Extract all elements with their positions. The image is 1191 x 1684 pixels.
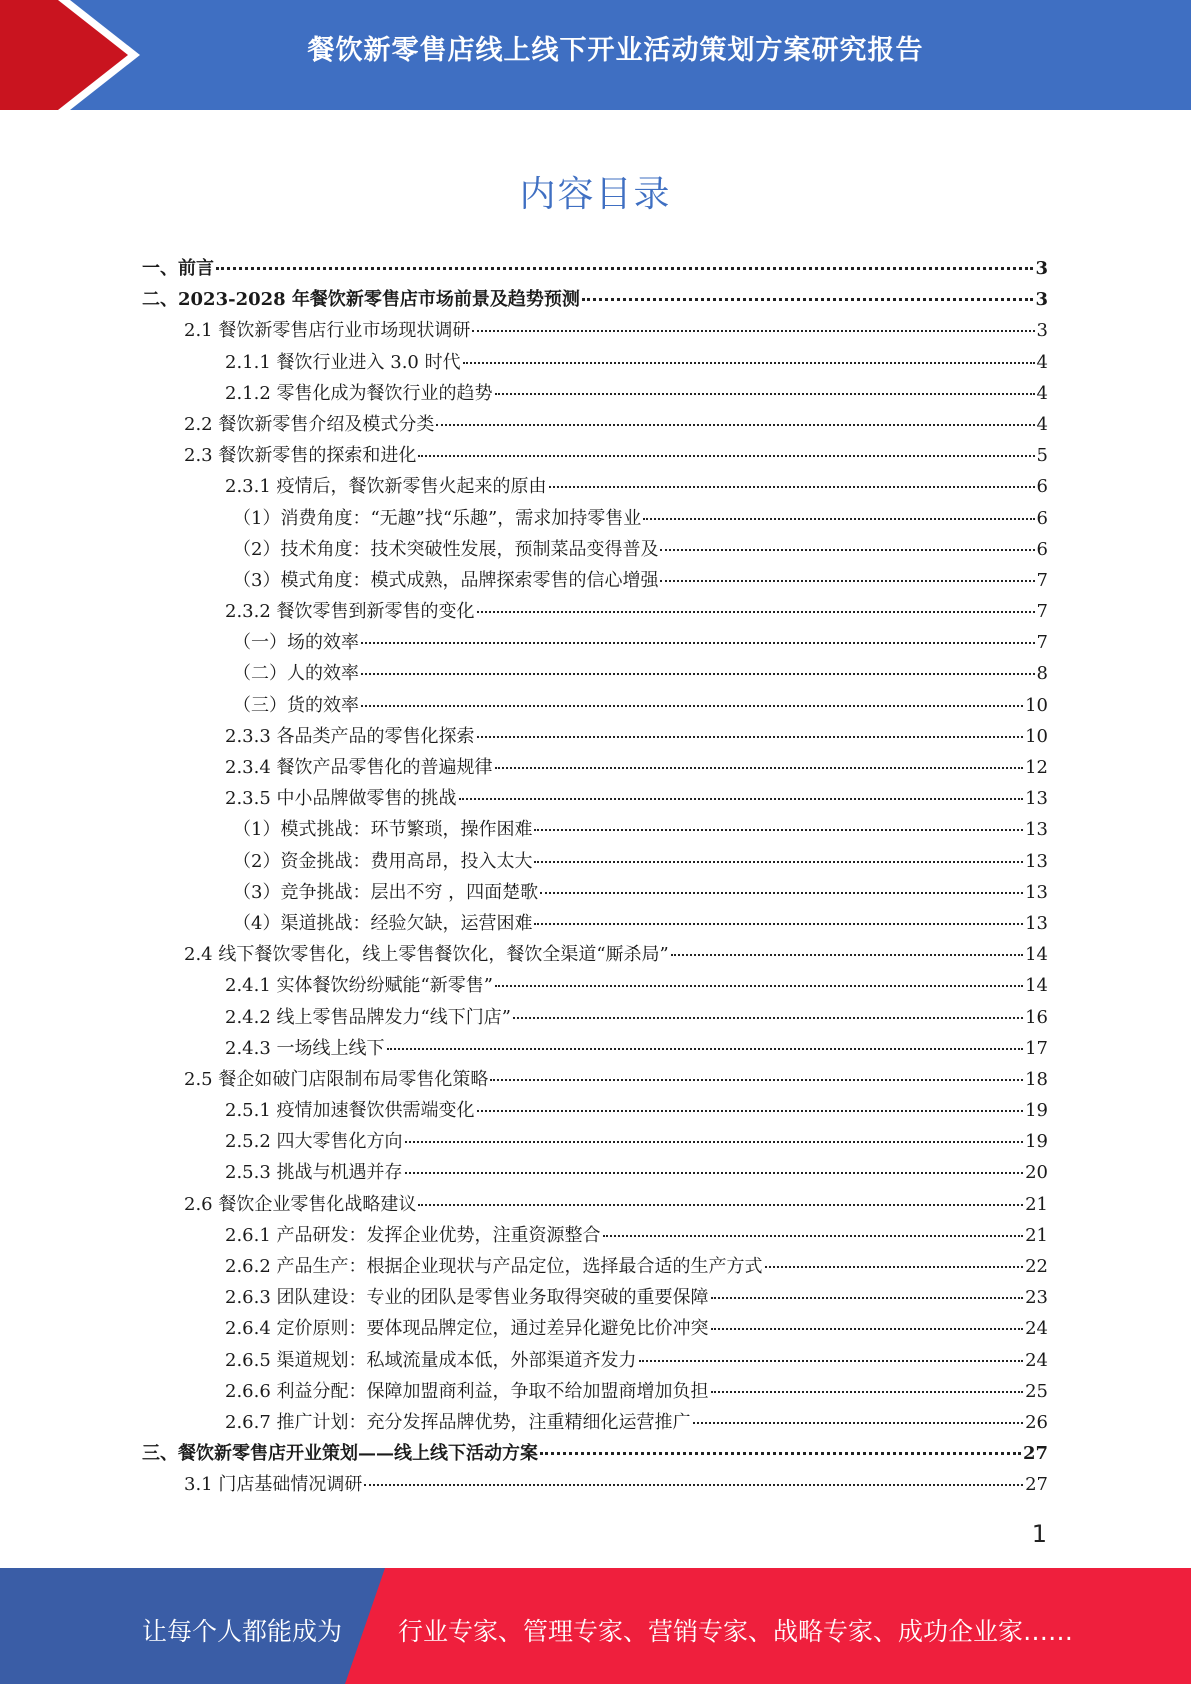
toc-entry-page: 7 xyxy=(1036,632,1048,654)
toc-entry[interactable] xyxy=(142,1377,1048,1408)
toc-dot-leader xyxy=(361,705,1023,707)
toc-entry-title: 2.6.1 产品研发：发挥企业优势，注重资源整合 xyxy=(225,1224,601,1246)
toc-entry[interactable] xyxy=(142,1252,1048,1283)
toc-entry-page: 23 xyxy=(1025,1287,1048,1309)
toc-entry-page: 13 xyxy=(1025,912,1048,934)
toc-dot-leader xyxy=(477,611,1035,613)
toc-entry-title: 一、前言 xyxy=(142,258,214,279)
toc-dot-leader xyxy=(603,1235,1024,1237)
toc-entry[interactable] xyxy=(142,1221,1048,1252)
toc-dot-leader xyxy=(513,1017,1023,1019)
toc-dot-leader xyxy=(495,767,1024,769)
toc-entry[interactable] xyxy=(142,1439,1048,1470)
toc-entry-title: 2.1.1 餐饮行业进入 3.0 时代 xyxy=(225,351,461,373)
toc-dot-leader xyxy=(660,580,1034,582)
toc-dot-leader xyxy=(361,673,1035,675)
toc-entry[interactable] xyxy=(142,878,1048,909)
toc-entry[interactable] xyxy=(142,348,1048,379)
toc-entry[interactable] xyxy=(142,1190,1048,1221)
toc-entry[interactable] xyxy=(142,753,1048,784)
toc-entry-title: 2.6.4 定价原则：要体现品牌定位，通过差异化避免比价冲突 xyxy=(225,1318,709,1340)
toc-entry[interactable] xyxy=(142,1158,1048,1189)
toc-entry-page: 7 xyxy=(1036,569,1048,591)
toc-entry[interactable] xyxy=(142,597,1048,628)
toc-dot-leader xyxy=(540,1452,1021,1455)
toc-entry-page: 13 xyxy=(1025,881,1048,903)
toc-entry-page: 6 xyxy=(1036,476,1048,498)
toc-entry[interactable] xyxy=(142,254,1048,285)
toc-dot-leader xyxy=(639,1360,1024,1362)
toc-entry-page: 27 xyxy=(1025,1474,1048,1496)
toc-entry-page: 14 xyxy=(1025,975,1048,997)
toc-entry-title: 2.3.3 各品类产品的零售化探索 xyxy=(225,725,475,747)
toc-dot-leader xyxy=(364,1484,1023,1486)
toc-dot-leader xyxy=(216,267,1033,270)
toc-entry[interactable] xyxy=(142,1127,1048,1158)
toc-entry-title: 2.4.3 一场线上线下 xyxy=(225,1037,385,1059)
toc-entry-title: （二）人的效率 xyxy=(233,663,359,685)
toc-entry[interactable] xyxy=(142,1408,1048,1439)
toc-entry[interactable] xyxy=(142,1065,1048,1096)
toc-entry-title: 2.6.5 渠道规划：私域流量成本低，外部渠道齐发力 xyxy=(225,1349,637,1371)
table-of-contents xyxy=(142,254,1048,1502)
toc-entry-title: 2.3.4 餐饮产品零售化的普遍规律 xyxy=(225,757,493,778)
toc-entry-page: 4 xyxy=(1036,413,1048,435)
toc-dot-leader xyxy=(711,1391,1024,1393)
toc-entry-page: 21 xyxy=(1025,1193,1048,1215)
toc-entry[interactable] xyxy=(142,971,1048,1002)
toc-entry-title: 2.3 餐饮新零售的探索和进化 xyxy=(184,445,417,467)
toc-dot-leader xyxy=(765,1266,1024,1268)
toc-entry-title: 2.4.1 实体餐饮纷纷赋能“新零售” xyxy=(225,975,493,997)
toc-dot-leader xyxy=(459,798,1024,800)
toc-entry-title: 2.3.5 中小品牌做零售的挑战 xyxy=(225,788,457,810)
toc-entry[interactable] xyxy=(142,1034,1048,1065)
toc-entry[interactable] xyxy=(142,784,1048,815)
toc-entry-title: （3）模式角度：模式成熟，品牌探索零售的信心增强 xyxy=(233,569,659,591)
toc-entry[interactable] xyxy=(142,316,1048,347)
toc-entry[interactable] xyxy=(142,1283,1048,1314)
toc-dot-leader xyxy=(490,1079,1023,1081)
toc-entry-page: 26 xyxy=(1025,1411,1048,1433)
toc-dot-leader xyxy=(477,1110,1024,1112)
toc-entry[interactable] xyxy=(142,1096,1048,1127)
toc-entry[interactable] xyxy=(142,285,1048,316)
toc-entry-page: 3 xyxy=(1035,289,1048,311)
toc-entry[interactable] xyxy=(142,722,1048,753)
toc-entry-page: 8 xyxy=(1036,663,1048,685)
toc-entry-title: 2.5.3 挑战与机遇并存 xyxy=(225,1162,403,1184)
toc-dot-leader xyxy=(660,549,1034,551)
toc-entry-page: 20 xyxy=(1025,1162,1048,1184)
toc-entry-title: 三、餐饮新零售店开业策划——线上线下活动方案 xyxy=(142,1443,538,1465)
footer-slogan-left: 让每个人都能成为 xyxy=(142,1617,343,1646)
toc-entry[interactable] xyxy=(142,379,1048,410)
toc-entry-title: 2.6.6 利益分配：保障加盟商利益，争取不给加盟商增加负担 xyxy=(225,1380,709,1402)
toc-entry-page: 19 xyxy=(1025,1100,1048,1122)
toc-dot-leader xyxy=(463,362,1035,364)
toc-entry-title: 二、2023-2028 年餐饮新零售店市场前景及趋势预测 xyxy=(142,289,580,311)
toc-entry-page: 13 xyxy=(1025,788,1048,810)
toc-entry-page: 24 xyxy=(1025,1349,1048,1371)
toc-entry-title: 2.2 餐饮新零售介绍及模式分类 xyxy=(184,413,435,435)
toc-entry-page: 6 xyxy=(1036,538,1048,560)
toc-dot-leader xyxy=(436,424,1034,426)
toc-entry[interactable] xyxy=(142,472,1048,503)
page-number: 1 xyxy=(1031,1520,1047,1548)
toc-dot-leader xyxy=(418,455,1034,457)
toc-entry-title: 2.4 线下餐饮零售化，线上零售餐饮化，餐饮全渠道“厮杀局” xyxy=(184,944,669,966)
toc-dot-leader xyxy=(711,1297,1024,1299)
toc-entry-page: 13 xyxy=(1025,819,1048,841)
toc-entry-page: 24 xyxy=(1025,1318,1048,1340)
toc-entry[interactable] xyxy=(142,535,1048,566)
toc-entry-title: （4）渠道挑战：经验欠缺，运营困难 xyxy=(233,912,533,934)
toc-title: 内容目录 xyxy=(519,174,672,215)
toc-entry[interactable] xyxy=(142,628,1048,659)
toc-dot-leader xyxy=(472,330,1034,332)
toc-entry-title: （1）模式挑战：环节繁琐，操作困难 xyxy=(233,819,533,841)
toc-entry-title: 2.3.2 餐饮零售到新零售的变化 xyxy=(225,601,475,623)
toc-entry[interactable] xyxy=(142,815,1048,846)
toc-entry-page: 27 xyxy=(1022,1443,1048,1465)
toc-entry-page: 16 xyxy=(1025,1006,1048,1028)
toc-entry-page: 7 xyxy=(1036,601,1048,623)
toc-dot-leader xyxy=(405,1141,1024,1143)
toc-dot-leader xyxy=(418,1204,1023,1206)
toc-entry-title: 2.1.2 零售化成为餐饮行业的趋势 xyxy=(225,382,493,404)
toc-dot-leader xyxy=(405,1172,1024,1174)
toc-entry-page: 14 xyxy=(1025,944,1048,966)
toc-entry-page: 18 xyxy=(1025,1068,1048,1090)
toc-entry-title: 2.6.2 产品生产：根据企业现状与产品定位，选择最合适的生产方式 xyxy=(225,1256,763,1277)
toc-entry[interactable] xyxy=(142,410,1048,441)
toc-entry[interactable] xyxy=(142,691,1048,722)
toc-entry-page: 19 xyxy=(1025,1131,1048,1153)
toc-entry-page: 25 xyxy=(1025,1380,1048,1402)
toc-dot-leader xyxy=(361,642,1035,644)
toc-entry-title: 3.1 门店基础情况调研 xyxy=(184,1474,363,1496)
toc-entry[interactable] xyxy=(142,441,1048,472)
toc-entry[interactable] xyxy=(142,1346,1048,1377)
toc-entry-title: （2）资金挑战：费用高昂，投入太大 xyxy=(233,850,533,872)
footer-slogan-right: 行业专家、管理专家、营销专家、战略专家、成功企业家…… xyxy=(398,1617,1074,1646)
toc-dot-leader xyxy=(582,298,1034,301)
toc-dot-leader xyxy=(549,486,1035,488)
toc-entry-title: 2.4.2 线上零售品牌发力“线下门店” xyxy=(225,1006,511,1028)
toc-entry-title: 2.6 餐饮企业零售化战略建议 xyxy=(184,1193,417,1215)
toc-dot-leader xyxy=(540,892,1023,894)
toc-dot-leader xyxy=(671,954,1023,956)
toc-entry-page: 4 xyxy=(1036,351,1048,373)
toc-entry-title: （2）技术角度：技术突破性发展，预制菜品变得普及 xyxy=(233,538,659,560)
toc-entry-page: 13 xyxy=(1025,850,1048,872)
toc-entry-title: （3）竞争挑战：层出不穷 ，四面楚歌 xyxy=(233,881,539,903)
toc-dot-leader xyxy=(693,1422,1024,1424)
toc-entry[interactable] xyxy=(142,566,1048,597)
toc-dot-leader xyxy=(643,518,1034,520)
header-ribbon-decoration xyxy=(0,0,160,110)
toc-entry-title: 2.5 餐企如破门店限制布局零售化策略 xyxy=(184,1068,489,1090)
toc-entry-page: 6 xyxy=(1036,507,1048,529)
toc-entry[interactable] xyxy=(142,659,1048,690)
toc-dot-leader xyxy=(495,985,1023,987)
toc-dot-leader xyxy=(711,1328,1024,1330)
toc-entry-title: 2.5.2 四大零售化方向 xyxy=(225,1131,403,1153)
toc-entry-page: 3 xyxy=(1035,258,1048,279)
toc-entry-page: 3 xyxy=(1036,320,1048,342)
toc-dot-leader xyxy=(534,829,1023,831)
toc-dot-leader xyxy=(495,393,1035,395)
toc-entry-page: 5 xyxy=(1036,445,1048,467)
toc-entry[interactable] xyxy=(142,940,1048,971)
toc-entry-title: （一）场的效率 xyxy=(233,632,359,654)
toc-entry[interactable] xyxy=(142,909,1048,940)
toc-entry-page: 10 xyxy=(1025,725,1048,747)
toc-entry[interactable] xyxy=(142,504,1048,535)
page-header xyxy=(0,0,1191,110)
toc-entry-title: （三）货的效率 xyxy=(233,694,359,716)
toc-dot-leader xyxy=(387,1048,1024,1050)
toc-entry[interactable] xyxy=(142,1003,1048,1034)
toc-entry[interactable] xyxy=(142,847,1048,878)
toc-entry-title: 2.1 餐饮新零售店行业市场现状调研 xyxy=(184,320,471,342)
page-footer xyxy=(0,1568,1191,1684)
toc-entry[interactable] xyxy=(142,1314,1048,1345)
toc-entry-page: 17 xyxy=(1025,1037,1048,1059)
toc-entry-page: 22 xyxy=(1025,1256,1048,1277)
toc-entry[interactable] xyxy=(142,1470,1048,1501)
toc-entry-page: 12 xyxy=(1025,757,1048,778)
toc-entry-page: 4 xyxy=(1036,382,1048,404)
toc-entry-title: 2.5.1 疫情加速餐饮供需端变化 xyxy=(225,1100,475,1122)
toc-dot-leader xyxy=(534,923,1023,925)
toc-entry-title: 2.3.1 疫情后，餐饮新零售火起来的原由 xyxy=(225,476,547,498)
toc-entry-page: 21 xyxy=(1025,1224,1048,1246)
report-title: 餐饮新零售店线上线下开业活动策划方案研究报告 xyxy=(307,35,924,66)
toc-dot-leader xyxy=(534,861,1023,863)
toc-dot-leader xyxy=(477,736,1024,738)
toc-entry-title: （1）消费角度：“无趣”找“乐趣”，需求加持零售业 xyxy=(233,507,642,529)
toc-entry-page: 10 xyxy=(1025,694,1048,716)
toc-entry-title: 2.6.7 推广计划：充分发挥品牌优势，注重精细化运营推广 xyxy=(225,1411,691,1433)
toc-entry-title: 2.6.3 团队建设：专业的团队是零售业务取得突破的重要保障 xyxy=(225,1287,709,1309)
